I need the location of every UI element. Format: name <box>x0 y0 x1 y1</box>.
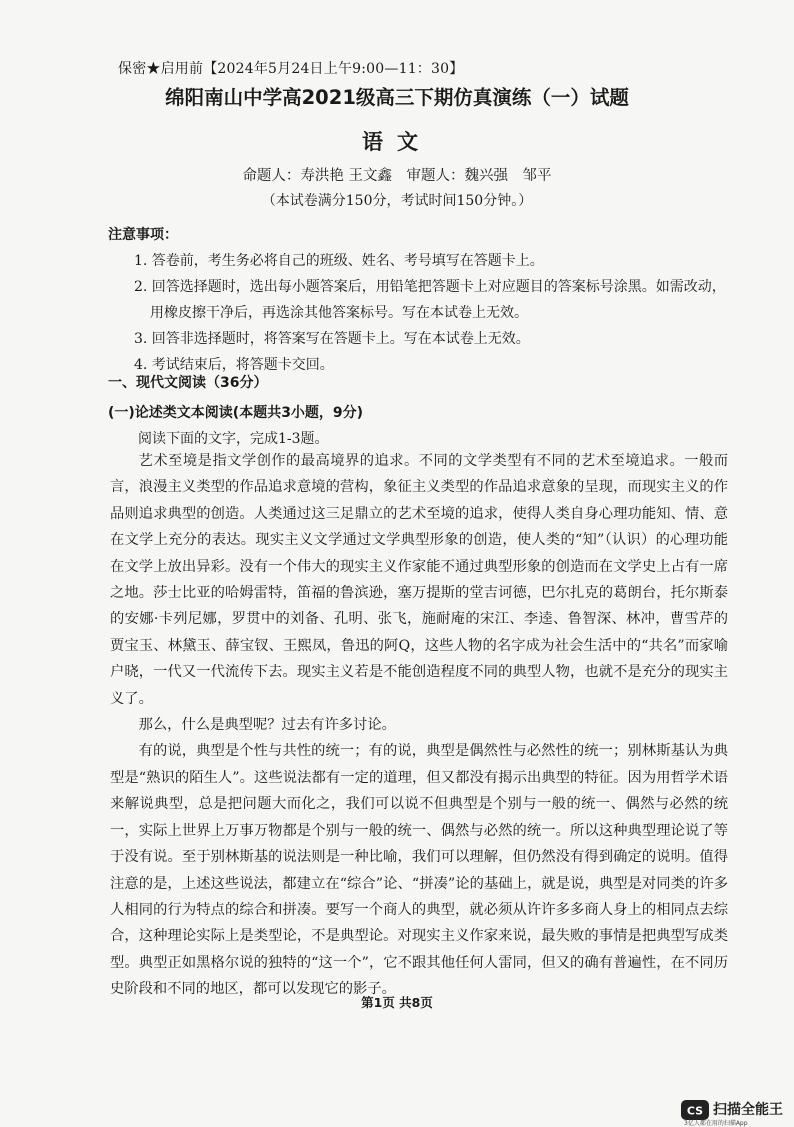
score-info: （本试卷满分150分，考试时间150分钟。） <box>261 193 533 209</box>
confidential-line: 保密★启用前【2024年5月24日上午9:00—11：30】 <box>118 61 464 77</box>
camscanner-logo-icon <box>681 1100 709 1120</box>
reading-instruction: 阅读下面的文字，完成1-3题。 <box>138 431 329 447</box>
page-number: 第1页 共8页 <box>361 995 433 1010</box>
notice-item: 3. 回答非选择题时，将答案写在答题卡上。写在本试卷上无效。 <box>134 331 530 347</box>
camscanner-logo-text: CS <box>686 1104 704 1118</box>
notice-title: 注意事项： <box>108 227 178 243</box>
subsection-heading: (一)论述类文本阅读(本题共3小题，9分) <box>108 405 364 421</box>
subject-title: 语文 <box>362 130 432 154</box>
notice-item: 4. 考试结束后，将答题卡交回。 <box>134 357 334 373</box>
passage-paragraph: 艺术至境是指文学创作的最高境界的追求。不同的文学类型有不同的艺术至境追求。一般而言，浪漫主义类型的作品追求意境的营构，象征主义类型的作品追求意象的呈现，而现实主义的作品则追求典型的创造。人类通过这三足鼎立的艺术至境的追求，使得人类自身心理功能知、情、意在文学上充分的表达。现实主义文学通过文学典型形象的创造，使人类的“知”（认识）的心理功能在文学上放出异彩。没有一个伟大的现实主义作家能不通过典型形象的创造而在文学史上占有一席之地。莎士比亚的哈姆雷特，笛福的鲁滨逊，塞万提斯的堂吉诃德，巴尔扎克的葛朗台，托尔斯泰的安娜·卡列尼娜，罗贯中的刘备、孔明、张飞，施耐庵的宋江、李逵、鲁智深、林冲，曹雪芹的贾宝玉、林黛玉、薛宝钗、王熙凤，鲁迅的阿Q，这些人物的名字成为社会生活中的“共名”而家喻户晓，一代又一代流传下去。现实主义若是不能创造程度不同的典型人物，也就不是充分的现实主义了。 <box>110 453 728 707</box>
exam-title: 绵阳南山中学高2021级高三下期仿真演练（一）试题 <box>165 86 629 109</box>
notice-item-continuation: 用橡皮擦干净后，再选涂其他答案标号。写在本试卷上无效。 <box>150 305 528 321</box>
section-heading: 一、现代文阅读（36分） <box>108 375 268 391</box>
scanner-app-name: 扫描全能王 <box>713 1102 783 1118</box>
scanner-app-tagline: 3亿人都在用的扫描App <box>684 1120 748 1127</box>
notice-list <box>134 248 734 378</box>
reading-passage <box>110 448 728 1003</box>
passage-paragraph: 那么，什么是典型呢？过去有许多讨论。 <box>138 717 396 734</box>
notice-item: 1. 答卷前，考生务必将自己的班级、姓名、考号填写在答题卡上。 <box>134 253 544 269</box>
notice-item: 2. 回答选择题时，选出每小题答案后，用铅笔把答题卡上对应题目的答案标号涂黑。如需改动， <box>134 279 726 295</box>
authors-line: 命题人：寿洪艳 王文鑫 审题人：魏兴强 邹平 <box>242 168 552 184</box>
passage-paragraph: 有的说，典型是个性与共性的统一；有的说，典型是偶然性与必然性的统一；别林斯基认为典型是“熟识的陌生人”。这些说法都有一定的道理，但又都没有揭示出典型的特征。因为用哲学术语来解说典型，总是把问题大而化之，我们可以说不但典型是个别与一般的统一、偶然与必然的统一，实际上世界上万事万物都是个别与一般的统一、偶然与必然的统一。所以这种典型理论说了等于没有说。至于别林斯基的说法则是一种比喻，我们可以理解，但仍然没有得到确定的说明。值得注意的是，上述这些说法，都建立在“综合”论、“拼凑”论的基础上，就是说，典型是对同类的许多人相同的行为特点的综合和拼凑。要写一个商人的典型，就必须从许许多多商人身上的相同点去综合，这种理论实际上是类型论，不是典型论。对现实主义作家来说，最失败的事情是把典型写成类型。典型正如黑格尔说的独特的“这一个”，它不跟其他任何人雷同，但又的确有普遍性，在不同历史阶段和不同的地区，都可以发现它的影子。 <box>110 743 728 998</box>
